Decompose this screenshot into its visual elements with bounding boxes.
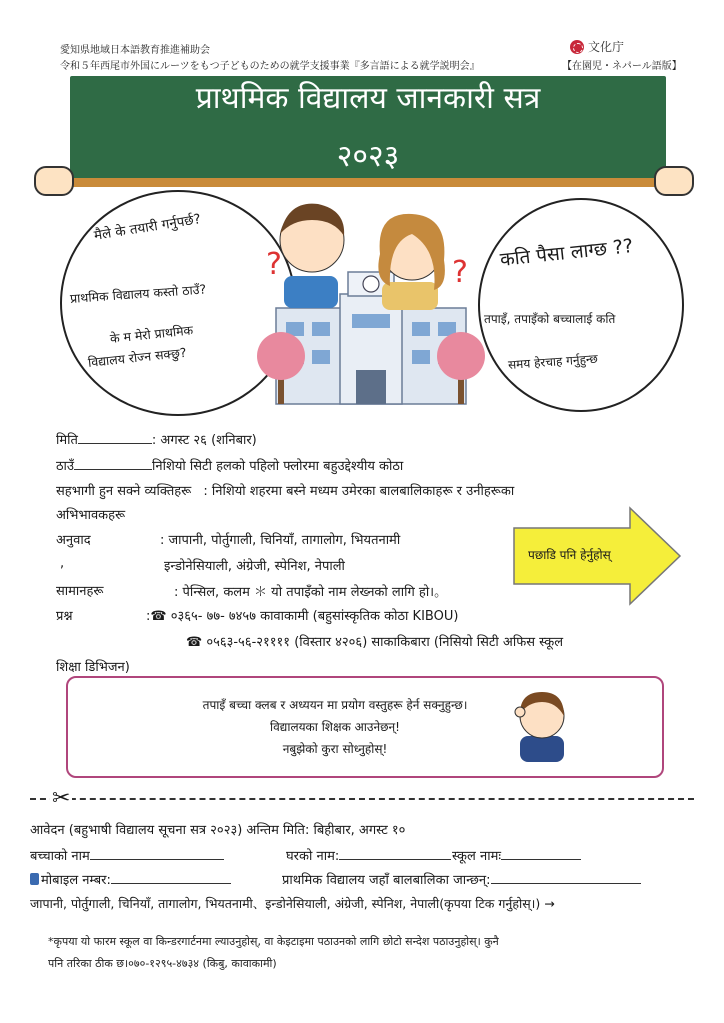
- page-title: प्राथमिक विद्यालय जानकारी सत्र: [195, 81, 541, 116]
- agency-logo: [570, 38, 624, 55]
- boy-figure: [280, 204, 344, 308]
- interpretation-languages-2: इन्डोनेसियाली, अंग्रेजी, स्पेनिश, नेपाली: [164, 559, 345, 574]
- mobile-label: मोबाइल नम्बर:: [41, 873, 111, 888]
- family-name-label: घरको नाम:: [286, 849, 340, 864]
- participants-row: [56, 481, 514, 499]
- school-illustration: [248, 190, 488, 420]
- participants-label: सहभागी हुन सक्ने व्यक्तिहरू: [56, 484, 192, 499]
- question-preparation: मैले के तयारी गर्नुपर्छ?: [92, 211, 202, 244]
- primary-school-label: प्राथमिक विद्यालय जहाँ बालबालिका जान्छन्:: [282, 873, 491, 888]
- questions-phone-1: :☎ ०३६५- ७७- ७४५७ कावाकामी (बहुसांस्कृतिक कोठा KIBOU): [146, 609, 459, 624]
- questions-phone-3: शिक्षा डिभिजन): [56, 660, 130, 675]
- question-choose-line2: विद्यालय रोज्न सक्छु?: [87, 344, 188, 370]
- question-school-like: प्राथमिक विद्यालय कस्तो ठाउँ?: [69, 281, 207, 306]
- blackboard-ledge: [62, 178, 674, 187]
- question-mark-right-icon: ?: [452, 255, 468, 290]
- question-cost: कति पैसा लाग्छ ??: [498, 235, 635, 271]
- place-value: निशियो सिटी हलको पहिलो फ्लोरमा बहुउद्देश्यीय कोठा: [152, 459, 404, 474]
- place-label: ठाउँ: [56, 459, 75, 474]
- participants-value: : निशियो शहरमा बस्ने मध्यम उमेरका बालबालिकाहरू र उनीहरूका: [203, 484, 515, 499]
- child-name-label: बच्चाको नाम: [30, 849, 90, 864]
- date-value: : अगस्ट २६ (शनिबार): [151, 433, 257, 448]
- questions-phone-2: ☎ ०५६३-५६-२११११ (विस्तार ४२०६) साकाकिबारा (निसियो सिटी अफिस स्कूल: [186, 635, 564, 650]
- scroll-line-3: नबुझेको कुरा सोध्नुहोस्!: [282, 742, 388, 756]
- agency-logo-text: 文化庁: [588, 40, 625, 54]
- page-year: २०२३: [336, 139, 400, 174]
- question-care-line1: तपाइँ, तपाइँको बच्चालाई कति: [484, 312, 616, 326]
- primary-school-field[interactable]: [282, 870, 641, 888]
- cut-line: [30, 798, 694, 800]
- interpretation-languages-1: : जापानी, पोर्तुगाली, चिनियाँ, तागालोग, भियतनामी: [160, 533, 401, 548]
- header-project-line: 令和５年西尾市外国にルーツをもつ子どものための就学支援事業『多言語による就学説明会』: [60, 61, 480, 72]
- interpretation-comma: ,: [60, 556, 65, 571]
- phone-icon: [30, 873, 39, 885]
- items-value: : पेन्सिल, कलम ＊ यो तपाइँको नाम लेख्नको लागि हो।。: [174, 585, 448, 600]
- place-row: [56, 456, 403, 474]
- questions-label: प्रश्न: [56, 609, 73, 624]
- child-name-field[interactable]: [30, 846, 224, 864]
- language-checklist[interactable]: जापानी, पोर्तुगाली, चिनियाँ, तागालोग, भियतनामी、इन्डोनेसियाली, अंग्रेजी, स्पेनिश, नेपाली(कृपया टिक गर्नुहोस्।) →: [30, 896, 555, 911]
- footer-note-line1: *कृपया यो फारम स्कूल वा किन्डरगार्टनमा ल्याउनुहोस्, वा केइटाइमा पठाउनको लागि छोटो सन्देश पठाउनुहोस्। कुनै: [48, 935, 499, 948]
- scroll-line-1: तपाइँ बच्चा क्लब र अध्ययन मा प्रयोग वस्तुहरू हेर्न सक्नुहुन्छ।: [202, 698, 468, 712]
- school-name-field[interactable]: [452, 846, 581, 864]
- header-version-line: 【在園児・ネパール語版】: [562, 61, 682, 72]
- date-row: [56, 430, 257, 448]
- question-choose-line1: के म मेरो प्राथमिक: [109, 322, 194, 346]
- items-label: सामानहरू: [56, 584, 104, 599]
- right-question-bubble: [478, 198, 684, 412]
- agency-seal-icon: [570, 40, 584, 54]
- see-back-label: पछाडि पनि हेर्नुहोस्: [528, 548, 611, 562]
- question-mark-left-icon: ?: [266, 247, 282, 282]
- interpretation-label: अनुवाद: [56, 533, 91, 548]
- scissors-icon: ✂: [52, 786, 71, 811]
- scroll-line-2: विद्यालयका शिक्षक आउनेछन्!: [270, 720, 400, 734]
- teacher-illustration: [506, 682, 576, 762]
- form-title: आवेदन (बहुभाषी विद्यालय सूचना सत्र २०२३) अन्तिम मिति: बिहीबार, अगस्ट १०: [30, 823, 406, 838]
- question-care-line2: समय हेरचाह गर्नुहुन्छ: [507, 351, 599, 372]
- date-label: मिति: [56, 433, 78, 448]
- mobile-field[interactable]: [30, 870, 231, 888]
- participants-value-line2: अभिभावकहरू: [56, 508, 126, 523]
- girl-figure: [378, 214, 445, 310]
- header-org-line: 愛知県地域日本語教育推進補助会: [60, 45, 210, 56]
- school-name-label: स्कूल नामः: [452, 849, 501, 864]
- family-name-field[interactable]: [286, 846, 451, 864]
- footer-note-line2: पनि तरिका ठीक छ।०७०-१२९५-४७३४ (किबु, कावाकामी): [48, 957, 277, 970]
- right-hand-icon: [654, 166, 694, 196]
- left-hand-icon: [34, 166, 74, 196]
